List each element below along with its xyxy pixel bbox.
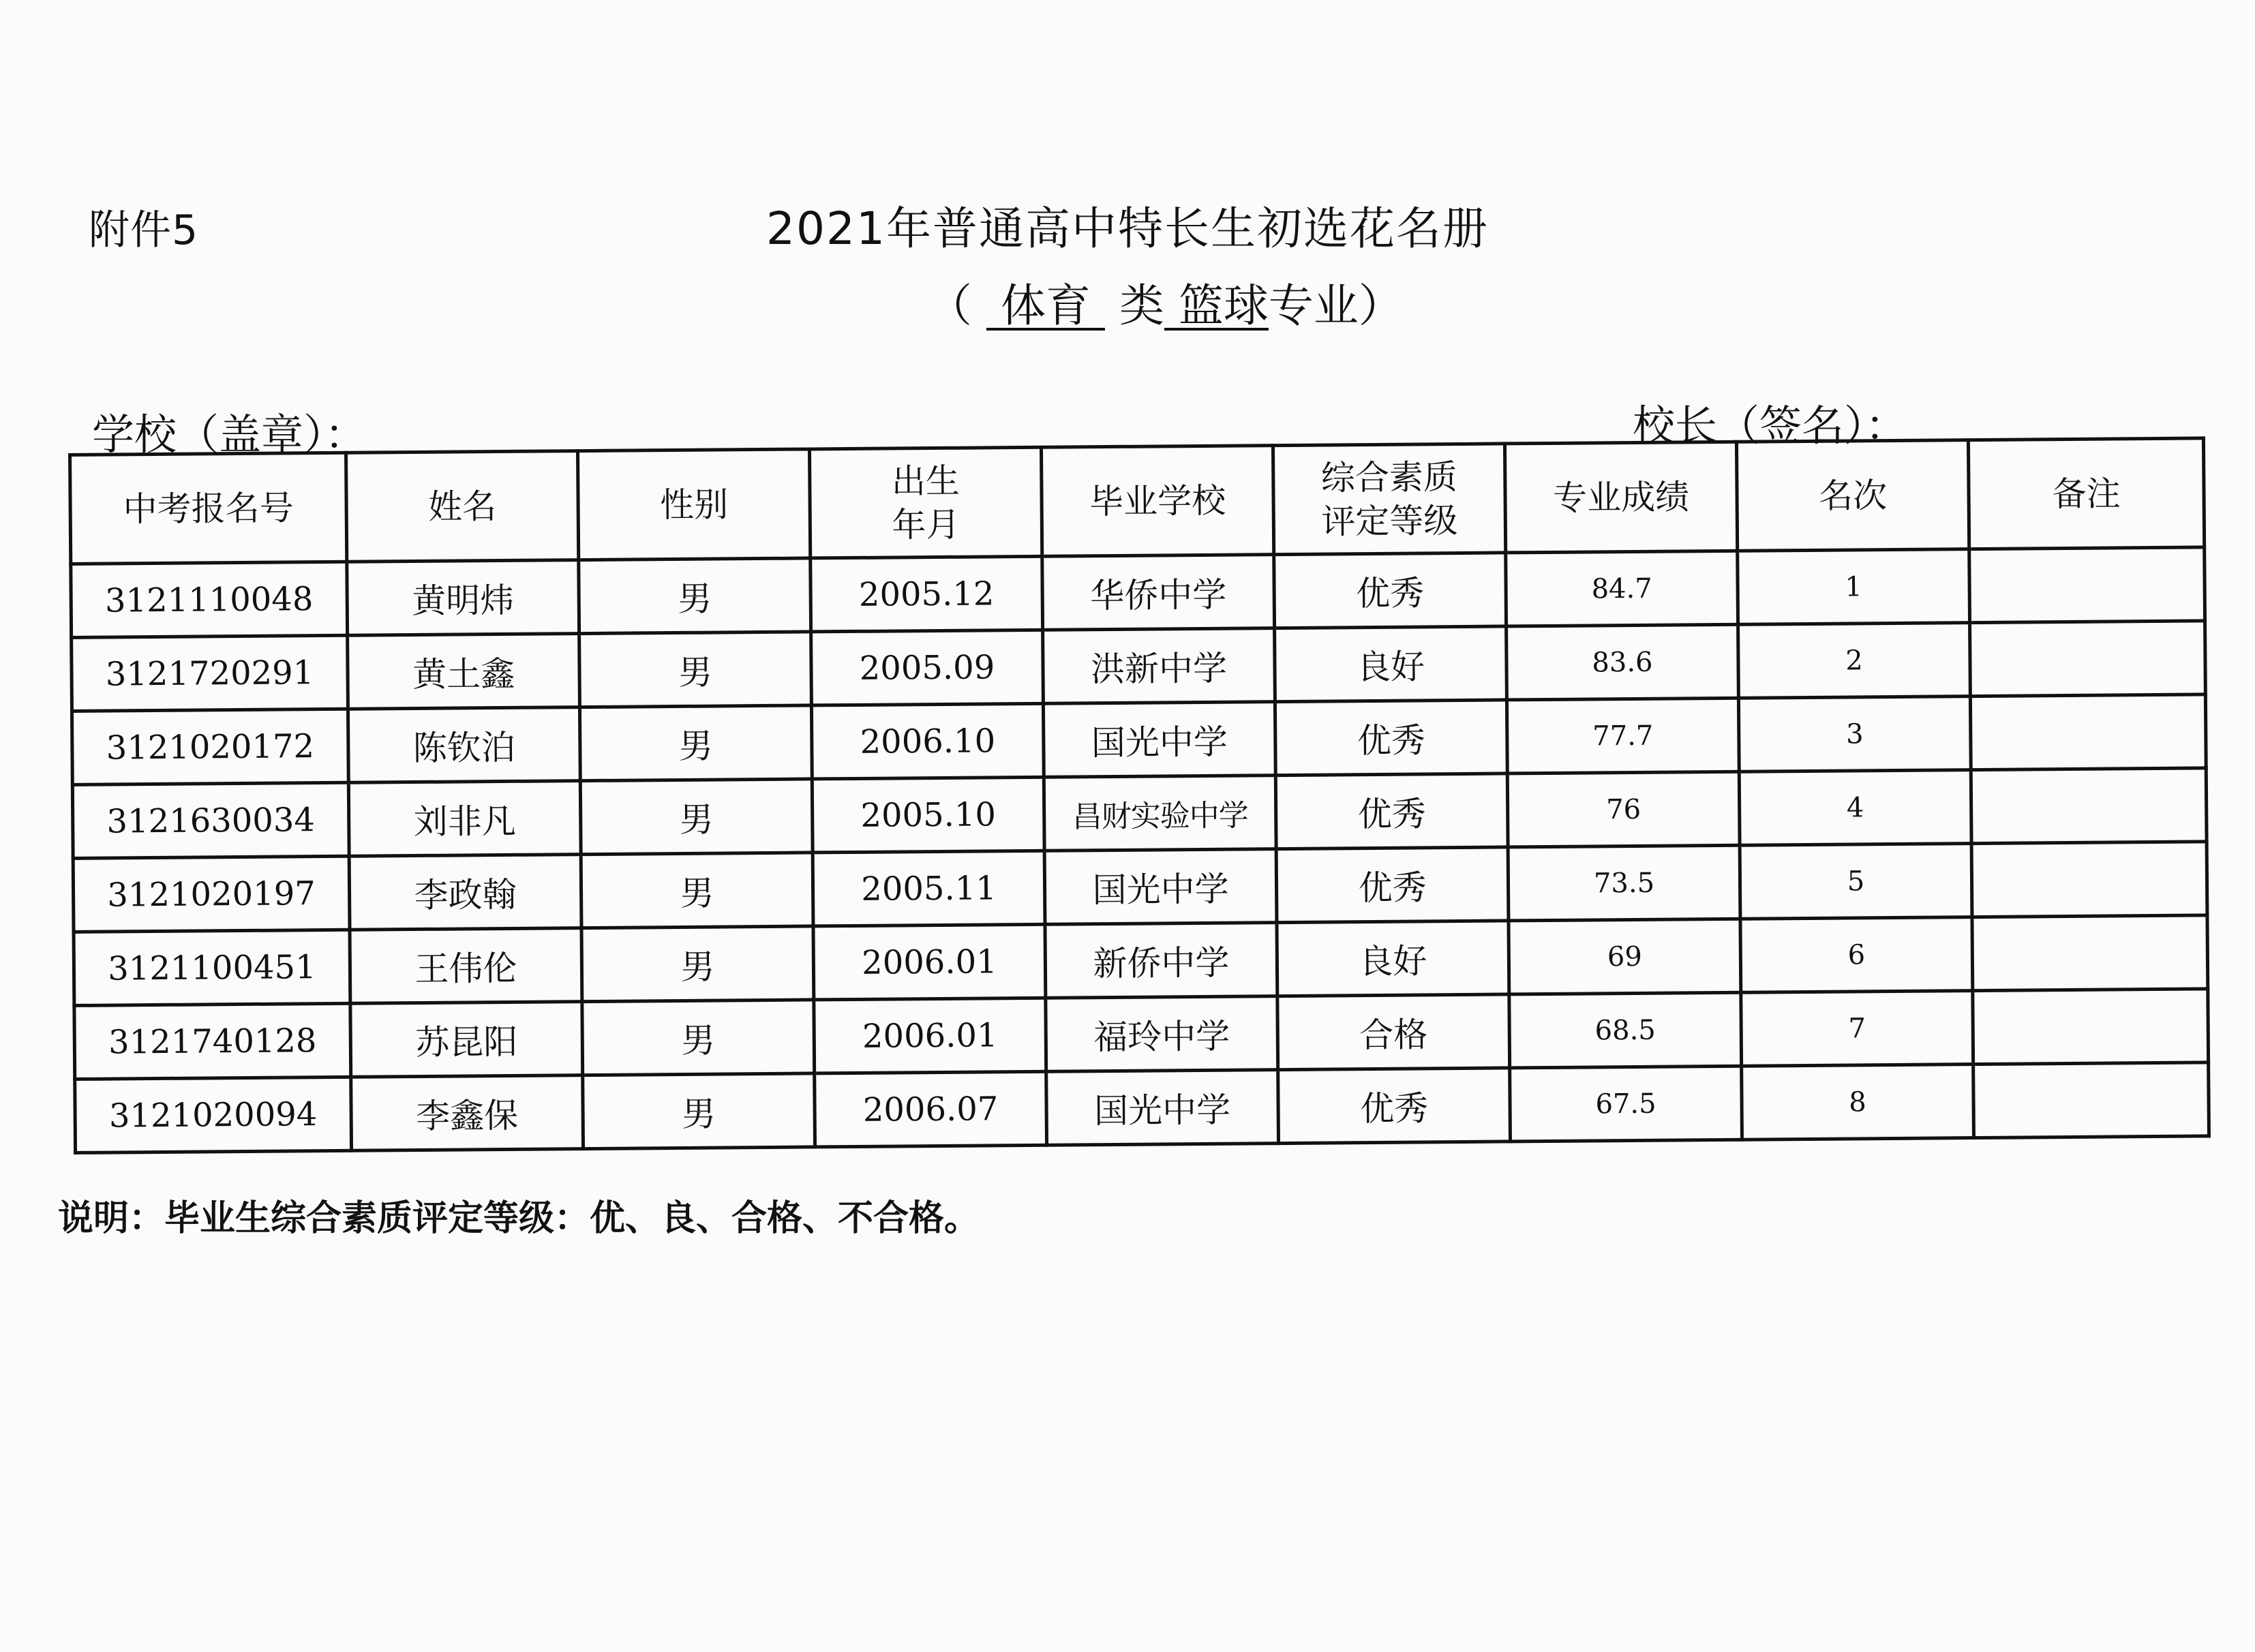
subtitle — [927, 269, 1404, 334]
cell-rank: 6 — [1740, 917, 1973, 993]
cell-score: 76 — [1507, 771, 1740, 847]
cell-school: 国光中学 — [1043, 702, 1275, 778]
cell-gender: 男 — [579, 705, 812, 781]
cell-quality-grade: 良好 — [1277, 921, 1509, 996]
cell-score: 67.5 — [1510, 1066, 1742, 1142]
cell-gender: 男 — [581, 926, 814, 1002]
header-gender: 性别 — [577, 449, 810, 560]
cell-name: 王伟伦 — [350, 928, 582, 1004]
cell-score: 77.7 — [1507, 698, 1739, 774]
cell-quality-grade: 优秀 — [1274, 553, 1507, 628]
cell-score: 84.7 — [1506, 551, 1738, 626]
header-remarks: 备注 — [1968, 438, 2204, 549]
cell-birth: 2006.07 — [815, 1071, 1047, 1147]
cell-birth: 2006.01 — [814, 998, 1046, 1073]
header-quality-grade: 综合素质 评定等级 — [1273, 444, 1505, 555]
page-title: 2021年普通高中特长生初选花名册 — [766, 202, 1489, 255]
cell-score: 69 — [1509, 919, 1741, 994]
cell-remarks — [1973, 1062, 2209, 1138]
cell-rank: 4 — [1739, 770, 1971, 846]
cell-quality-grade: 合格 — [1277, 994, 1510, 1070]
header-name: 姓名 — [346, 451, 579, 562]
subtitle-major-suffix: 专业 — [1268, 279, 1359, 332]
cell-name: 刘非凡 — [348, 781, 581, 857]
cell-exam-number: 3121740128 — [74, 1003, 351, 1079]
cell-name: 陈钦泊 — [348, 707, 580, 783]
cell-quality-grade: 优秀 — [1275, 700, 1507, 776]
cell-school: 新侨中学 — [1045, 923, 1277, 998]
cell-remarks — [1972, 915, 2208, 991]
cell-remarks — [1971, 768, 2207, 844]
cell-gender: 男 — [581, 853, 813, 928]
cell-name: 李政翰 — [349, 855, 581, 930]
cell-name: 李鑫保 — [351, 1075, 584, 1151]
roster-table-wrapper — [68, 436, 2207, 1154]
attachment-label: 附件5 — [89, 206, 199, 254]
cell-remarks — [1970, 694, 2206, 770]
cell-birth: 2005.10 — [812, 777, 1044, 853]
cell-rank: 8 — [1742, 1065, 1974, 1140]
cell-birth: 2006.01 — [813, 924, 1046, 1000]
cell-exam-number: 3121020172 — [72, 709, 348, 784]
cell-rank: 2 — [1738, 623, 1971, 699]
cell-school: 华侨中学 — [1042, 555, 1275, 630]
subtitle-category: 体育 — [1000, 279, 1091, 332]
header-rank: 名次 — [1736, 440, 1969, 551]
cell-exam-number: 3121100451 — [74, 930, 350, 1005]
cell-remarks — [1971, 842, 2207, 917]
roster-table — [68, 436, 2211, 1154]
cell-rank: 3 — [1738, 697, 1971, 772]
cell-rank: 1 — [1738, 549, 1970, 625]
cell-school: 国光中学 — [1046, 1070, 1279, 1146]
cell-quality-grade: 优秀 — [1276, 847, 1509, 923]
cell-birth: 2006.10 — [811, 703, 1044, 779]
cell-birth: 2005.09 — [811, 630, 1044, 705]
cell-name: 黄明炜 — [347, 560, 579, 636]
subtitle-category-suffix: 类 — [1119, 279, 1164, 332]
subtitle-open: （ — [927, 279, 972, 332]
school-stamp-label: 学校（盖章）： — [92, 410, 367, 459]
cell-remarks — [1970, 621, 2206, 697]
cell-gender: 男 — [579, 558, 811, 634]
cell-school: 福玲中学 — [1046, 996, 1278, 1072]
cell-gender: 男 — [583, 1073, 815, 1149]
cell-rank: 5 — [1740, 844, 1972, 919]
table-header-row — [70, 438, 2205, 564]
subtitle-major: 篮球 — [1178, 279, 1269, 332]
subtitle-close: ） — [1358, 279, 1404, 332]
cell-name: 苏昆阳 — [350, 1002, 583, 1077]
cell-school: 昌财实验中学 — [1044, 776, 1276, 851]
cell-exam-number: 3121110048 — [71, 562, 348, 637]
cell-exam-number: 3121630034 — [72, 782, 349, 858]
cell-name: 黄土鑫 — [348, 634, 580, 709]
cell-remarks — [1969, 547, 2205, 623]
cell-quality-grade: 优秀 — [1275, 774, 1508, 849]
cell-gender: 男 — [580, 779, 813, 855]
header-birth: 出生 年月 — [809, 447, 1042, 558]
cell-school: 洪新中学 — [1043, 628, 1275, 704]
header-score: 专业成绩 — [1504, 442, 1737, 553]
cell-exam-number: 3121720291 — [72, 635, 348, 711]
cell-score: 73.5 — [1508, 845, 1740, 921]
cell-quality-grade: 优秀 — [1278, 1068, 1511, 1144]
cell-remarks — [1973, 989, 2209, 1065]
header-school: 毕业学校 — [1041, 446, 1273, 557]
cell-rank: 7 — [1741, 991, 1973, 1067]
cell-gender: 男 — [582, 1000, 815, 1075]
cell-exam-number: 3121020094 — [75, 1077, 352, 1152]
cell-gender: 男 — [579, 632, 812, 707]
footnote: 说明：毕业生综合素质评定等级：优、良、合格、不合格。 — [58, 1197, 980, 1239]
cell-exam-number: 3121020197 — [73, 856, 350, 932]
cell-quality-grade: 良好 — [1275, 626, 1507, 702]
cell-birth: 2005.12 — [811, 556, 1043, 632]
cell-score: 68.5 — [1509, 992, 1742, 1068]
cell-birth: 2005.11 — [813, 851, 1045, 926]
principal-sign-label: 校长（签名）： — [1633, 401, 1908, 450]
cell-score: 83.6 — [1507, 624, 1739, 700]
header-exam-number: 中考报名号 — [70, 453, 347, 564]
cell-school: 国光中学 — [1044, 849, 1277, 925]
